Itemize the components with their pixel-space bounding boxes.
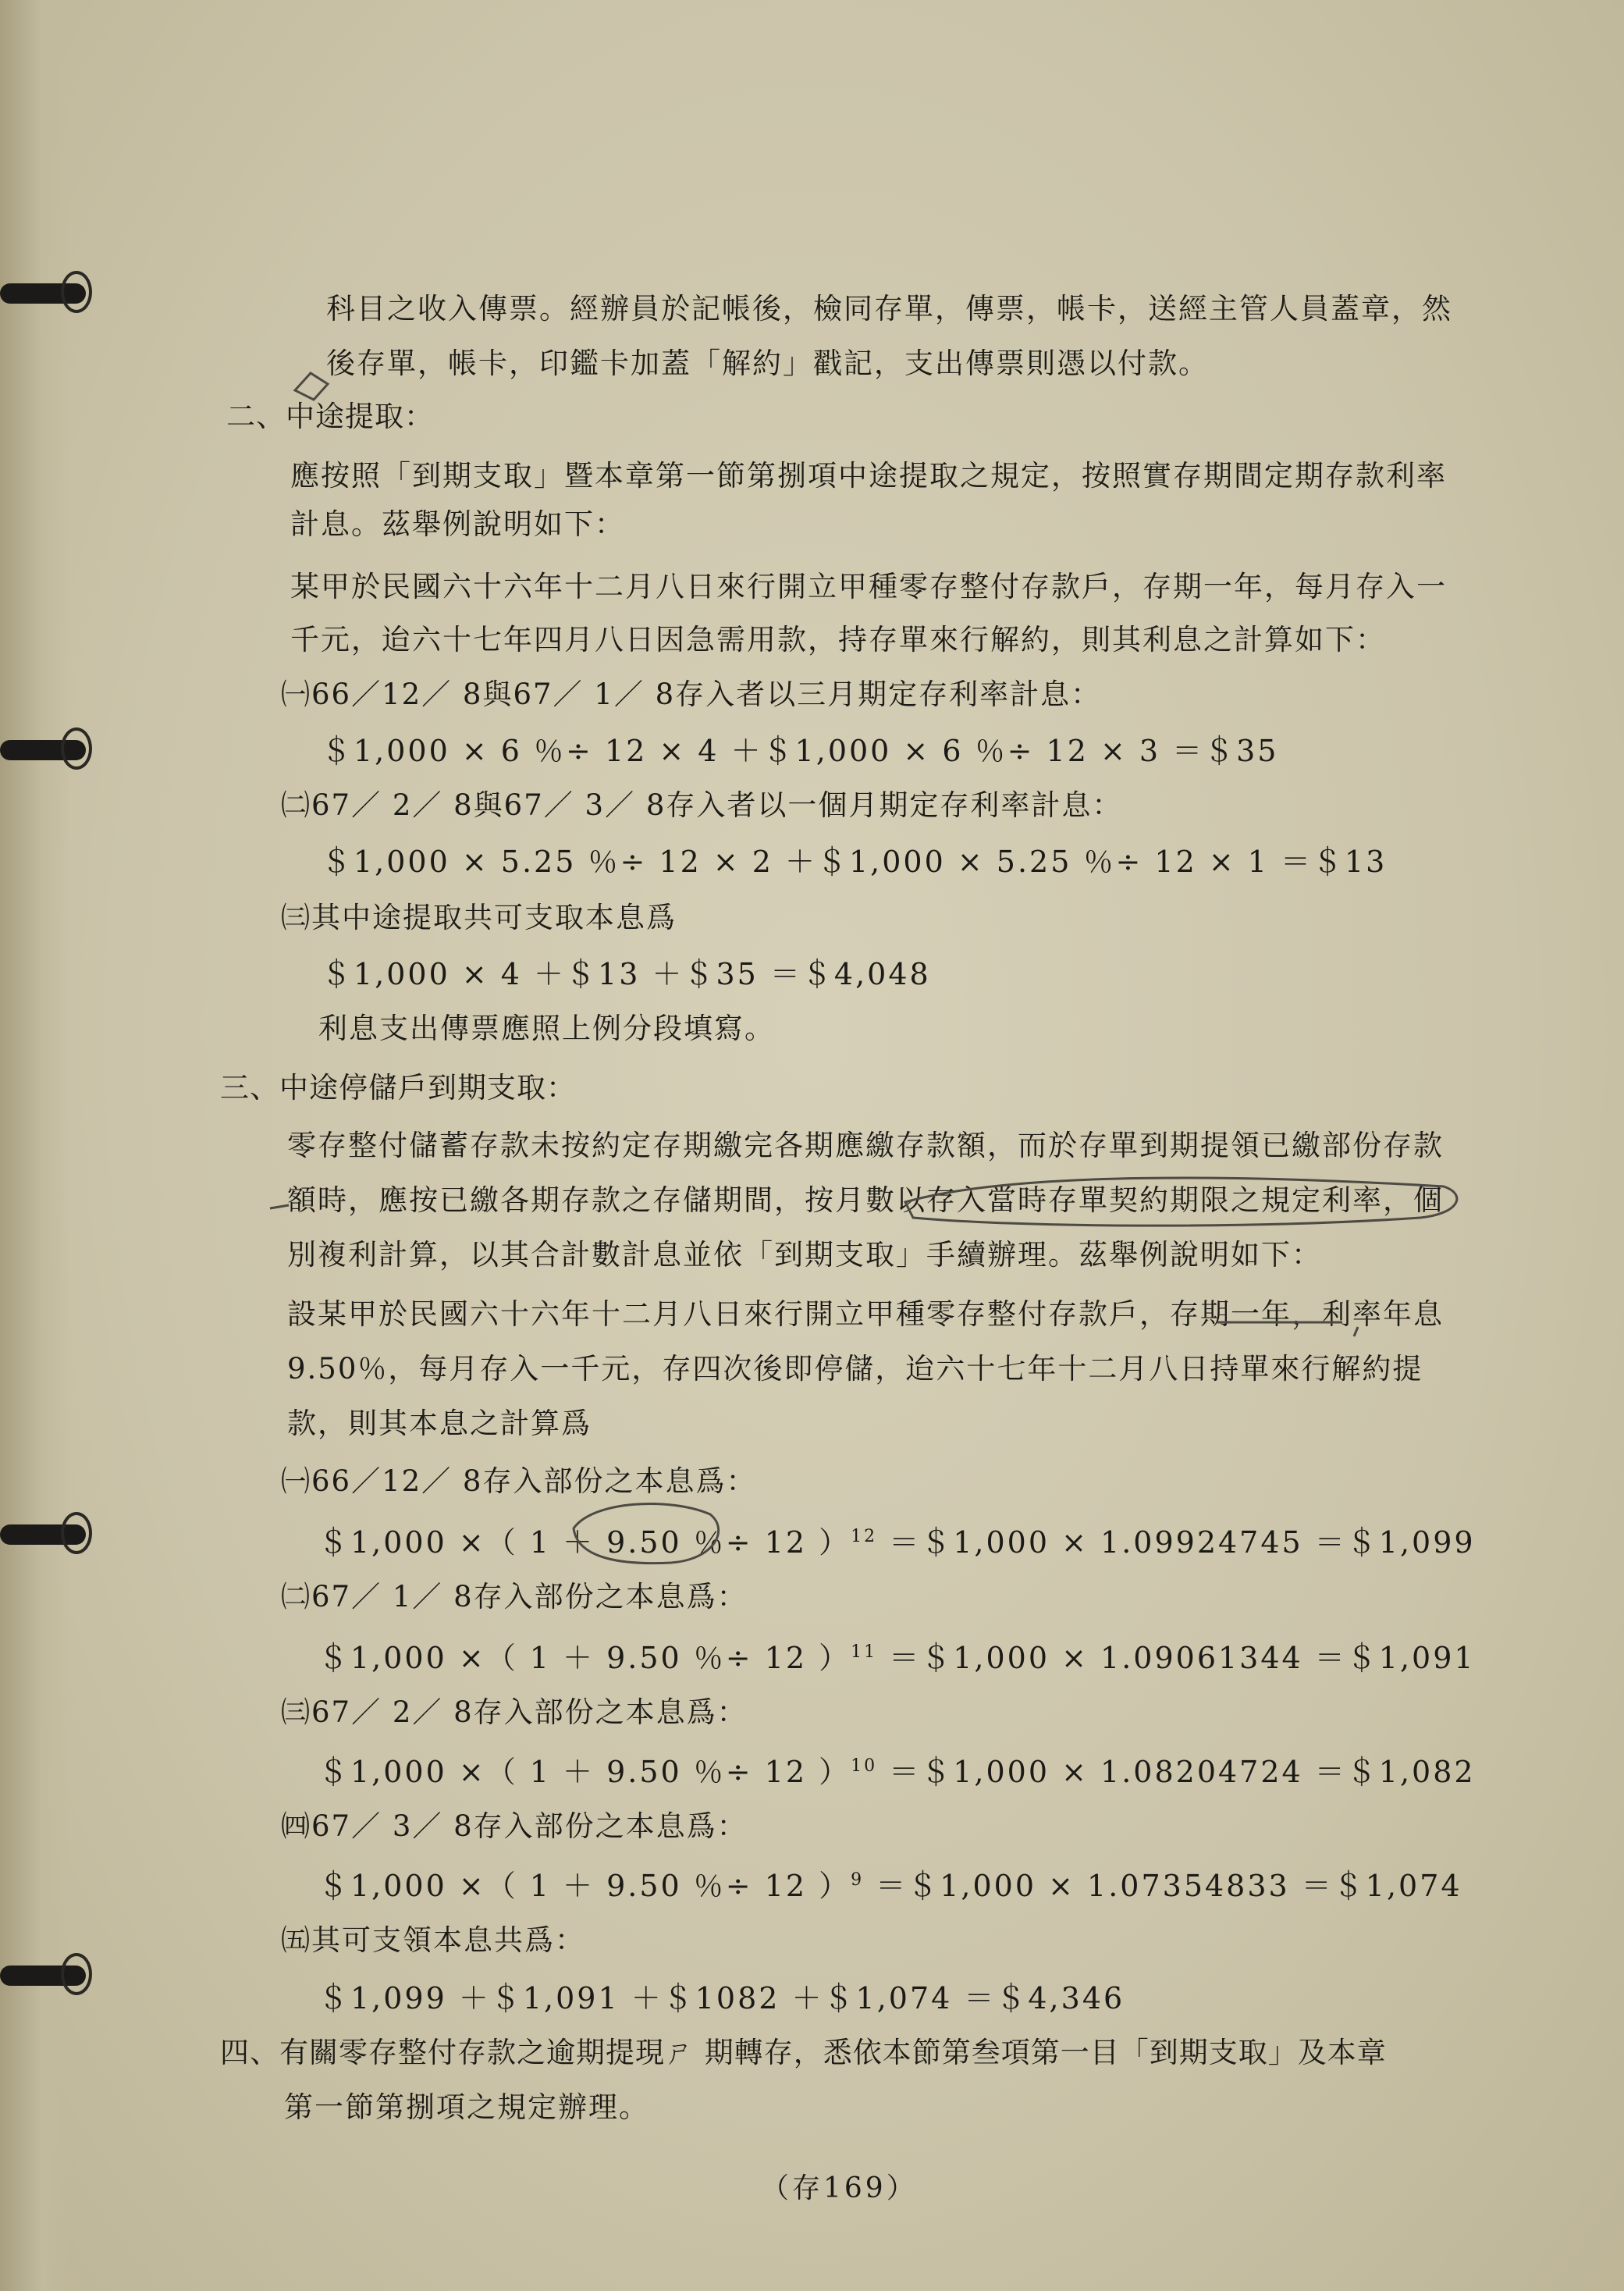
body-line: 第一節第捌項之規定辦理。 <box>284 2090 649 2124</box>
list-item: ㈠66／12／ 8與67／ 1／ 8存入者以三月期定存利率計息： <box>281 678 1102 711</box>
formula-line: ＄1,000 ×（ 1 ＋ 9.50 ％÷ 12 ）$^9$ ＝＄1,000 × 1.07354833 ＝＄1,074 <box>318 1869 1462 1903</box>
list-item: ㈡67／ 2／ 8與67／ 3／ 8存入者以一個月期定存利率計息： <box>281 788 1123 822</box>
formula-line: ＄1,000 × 6 ％÷ 12 × 4 ＋＄1,000 × 6 ％÷ 12 × 3 ＝＄35 <box>322 734 1279 768</box>
exponent: 12 <box>851 1527 878 1546</box>
list-item: ㈡67／ 1／ 8存入部份之本息爲： <box>281 1580 748 1613</box>
binding-edge <box>0 0 70 2291</box>
body-line: 設某甲於民國六十六年十二月八日來行開立甲種零存整付存款戶，存期一年，利率年息 <box>287 1297 1444 1331</box>
binding-hole <box>0 1951 94 1998</box>
exponent: 11 <box>851 1642 878 1662</box>
body-line: 額時，應按已繳各期存款之存儲期間，按月數以存入當時存單契約期限之規定利率，個 <box>287 1183 1444 1217</box>
list-item: ㈣67／ 3／ 8存入部份之本息爲： <box>281 1809 748 1843</box>
body-line: 應按照「到期支取」暨本章第一節第捌項中途提取之規定，按照實存期間定期存款利率 <box>290 459 1447 493</box>
formula-line: ＄1,000 × 4 ＋＄13 ＋＄35 ＝＄4,048 <box>322 957 931 991</box>
exponent: 9 <box>851 1870 865 1890</box>
list-item: ㈠66／12／ 8存入部份之本息爲： <box>281 1464 757 1498</box>
formula-line: ＄1,000 ×（ 1 ＋ 9.50 ％÷ 12 ）$^{10}$ ＝＄1,000 × 1.08204724 ＝＄1,082 <box>318 1755 1476 1789</box>
body-line: 千元，迨六十七年四月八日因急需用款，持存單來行解約，則其利息之計算如下： <box>290 623 1386 656</box>
formula-line: ＄1,099 ＋＄1,091 ＋＄1082 ＋＄1,074 ＝＄4,346 <box>318 1981 1125 2015</box>
formula-line: ＄1,000 × 5.25 ％÷ 12 × 2 ＋＄1,000 × 5.25 ％÷ 12 × 1 ＝＄13 <box>322 845 1388 879</box>
body-line: 後存單，帳卡，印鑑卡加蓋「解約」戳記，支出傳票則憑以付款。 <box>326 347 1209 380</box>
binding-hole <box>0 1510 94 1557</box>
exponent: 10 <box>851 1756 878 1776</box>
section-heading: 二、中途提取： <box>226 400 434 433</box>
body-line: 科目之收入傳票。經辦員於記帳後，檢同存單，傳票，帳卡，送經主管人員蓋章，然 <box>326 292 1452 326</box>
body-line: 款，則其本息之計算爲 <box>287 1407 592 1440</box>
list-item: ㈢67／ 2／ 8存入部份之本息爲： <box>281 1695 748 1729</box>
body-line: 9.50％，每月存入一千元，存四次後即停儲，迨六十七年十二月八日持單來行解約提 <box>287 1352 1423 1386</box>
list-item: ㈤其可支領本息共爲： <box>281 1923 585 1957</box>
section-heading: 三、中途停儲戶到期支取： <box>220 1071 576 1105</box>
body-line: 計息。茲舉例說明如下： <box>290 507 625 541</box>
body-line: 利息支出傳票應照上例分段填寫。 <box>318 1012 775 1045</box>
section-heading: 四、有關零存整付存款之逾期提現ㄕ 期轉存，悉依本節第叁項第一目「到期支取」及本章 <box>220 2036 1387 2069</box>
binding-hole <box>0 269 94 316</box>
list-item: ㈢其中途提取共可支取本息爲 <box>281 901 677 934</box>
formula-line: ＄1,000 ×（ 1 ＋ 9.50 ％÷ 12 ）$^{12}$ ＝＄1,000 × 1.09924745 ＝＄1,099 <box>318 1525 1476 1560</box>
body-line: 某甲於民國六十六年十二月八日來行開立甲種零存整付存款戶，存期一年，每月存入一 <box>290 570 1447 603</box>
page-number: （存169） <box>761 2172 918 2204</box>
body-line: 別複利計算，以其合計數計息並依「到期支取」手續辦理。茲舉例說明如下： <box>287 1238 1322 1272</box>
body-line: 零存整付儲蓄存款未按約定存期繳完各期應繳存款額，而於存單到期提領已繳部份存款 <box>287 1129 1444 1162</box>
formula-line: ＄1,000 ×（ 1 ＋ 9.50 ％÷ 12 ）$^{11}$ ＝＄1,000 × 1.09061344 ＝＄1,091 <box>318 1641 1476 1675</box>
binding-hole <box>0 726 94 773</box>
